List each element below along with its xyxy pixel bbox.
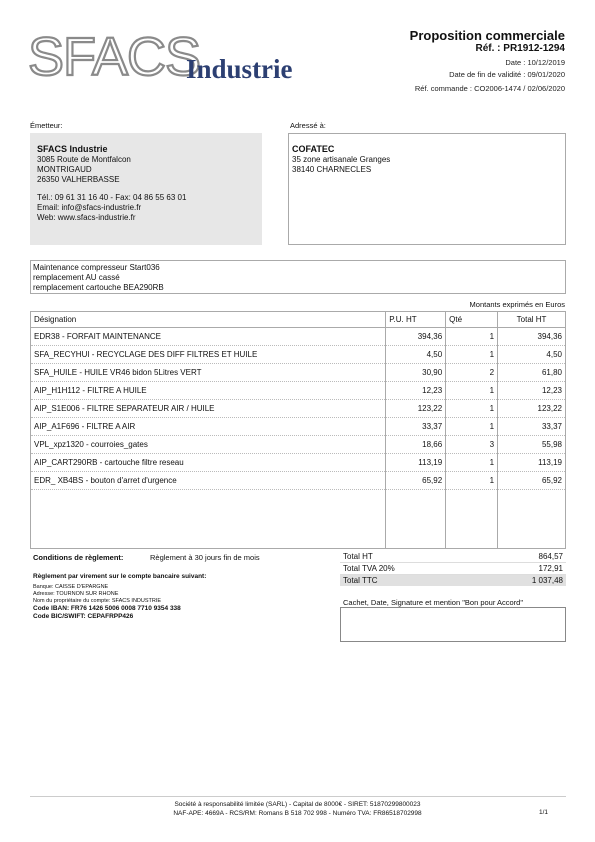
cell-quantity: 1 [446, 472, 498, 490]
col-total: Total HT [498, 312, 566, 328]
page-number: 1/1 [538, 809, 548, 816]
recipient-address-line: 35 zone artisanale Granges [292, 155, 391, 164]
cell-designation: AIP_A1F696 - FILTRE A AIR [31, 418, 386, 436]
payment-conditions-label: Conditions de règlement: [33, 553, 124, 562]
table-row [31, 454, 566, 472]
cell-designation: SFA_HUILE - HUILE VR46 bidon 5Litres VERT [31, 364, 386, 382]
bank-details [33, 584, 181, 621]
document-title: Proposition commerciale [409, 28, 565, 43]
emitter-box [30, 133, 262, 245]
table-row [31, 436, 566, 454]
document-date: Date : 10/12/2019 [505, 58, 565, 67]
cell-total: 33,37 [498, 418, 566, 436]
cell-unit-price: 12,23 [386, 382, 446, 400]
recipient-label: Adressé à: [290, 121, 326, 130]
cell-total: 123,22 [498, 400, 566, 418]
emitter-address-line: 3085 Route de Montfalcon [37, 155, 131, 164]
totals-block [340, 551, 566, 586]
cell-quantity: 1 [446, 328, 498, 346]
emitter-email: Email: info@sfacs-industrie.fr [37, 203, 142, 212]
cell-designation: EDR_ XB4BS - bouton d'arret d'urgence [31, 472, 386, 490]
cell-unit-price: 30,90 [386, 364, 446, 382]
bank-address: Adresse: TOURNON SUR RHONE [33, 591, 119, 597]
table-row [31, 418, 566, 436]
total-tva-value: 172,91 [538, 564, 563, 573]
recipient-name: COFATEC [292, 144, 335, 154]
logo-wordmark: SFACS [28, 27, 201, 87]
cell-quantity: 1 [446, 382, 498, 400]
emitter-address-line: MONTRIGAUD [37, 165, 92, 174]
bank-name: Banque: CAISSE D'EPARGNE [33, 584, 109, 590]
recipient-box [288, 133, 566, 245]
cell-designation: SFA_RECYHUI - RECYCLAGE DES DIFF FILTRES ET HUILE [31, 346, 386, 364]
table-row [31, 364, 566, 382]
cell-unit-price: 33,37 [386, 418, 446, 436]
footer-legal-line2: NAF-APE: 4669A - RCS/RM: Romans B 518 702 998 - Numéro TVA: FR86518702998 [173, 810, 422, 817]
cell-unit-price: 394,36 [386, 328, 446, 346]
cell-unit-price: 123,22 [386, 400, 446, 418]
cell-quantity: 1 [446, 418, 498, 436]
total-ttc-value: 1 037,48 [531, 576, 563, 585]
total-ht-label: Total HT [343, 552, 373, 561]
empty-cell [498, 490, 566, 549]
footer-divider [30, 796, 566, 797]
bank-owner: Nom du propriétaire du compte: SFACS INDUSTRIE [33, 598, 162, 604]
col-designation: Désignation [31, 312, 386, 328]
table-header-row [31, 312, 566, 328]
emitter-website: Web: www.sfacs-industrie.fr [37, 213, 136, 222]
cell-unit-price: 4,50 [386, 346, 446, 364]
document-reference: Réf. : PR1912-1294 [475, 43, 565, 54]
cell-designation: AIP_H1H112 - FILTRE A HUILE [31, 382, 386, 400]
cell-total: 4,50 [498, 346, 566, 364]
empty-cell [386, 490, 446, 549]
logo-subtitle: Industrie [186, 54, 293, 84]
cell-unit-price: 18,66 [386, 436, 446, 454]
table-row [31, 382, 566, 400]
total-tva-label: Total TVA 20% [343, 564, 395, 573]
table-filler-row [31, 490, 566, 549]
table-row [31, 472, 566, 490]
cell-unit-price: 113,19 [386, 454, 446, 472]
cell-total: 55,98 [498, 436, 566, 454]
bank-transfer-label: Règlement par virement sur le compte bancaire suivant: [33, 573, 207, 580]
emitter-label: Émetteur: [30, 121, 63, 130]
currency-note: Montants exprimés en Euros [469, 300, 565, 309]
cell-quantity: 1 [446, 400, 498, 418]
emitter-phone: Tél.: 09 61 31 16 40 - Fax: 04 86 55 63 01 [37, 193, 187, 202]
total-ht-value: 864,57 [538, 552, 563, 561]
empty-cell [31, 490, 386, 549]
table-row [31, 346, 566, 364]
table-row [31, 328, 566, 346]
bank-bic: Code BIC/SWIFT: CEPAFRPP426 [33, 613, 134, 620]
order-reference: Réf. commande : CO2006-1474 / 02/06/2020 [414, 84, 565, 93]
cell-quantity: 1 [446, 346, 498, 364]
cell-quantity: 1 [446, 454, 498, 472]
cell-designation: AIP_CART290RB - cartouche filtre reseau [31, 454, 386, 472]
bank-iban: Code IBAN: FR76 1426 5006 0008 7710 9354 338 [33, 605, 181, 612]
total-ht-row [340, 551, 566, 563]
object-box [30, 260, 566, 294]
signature-box[interactable] [340, 607, 566, 642]
cell-designation: EDR38 - FORFAIT MAINTENANCE [31, 328, 386, 346]
total-tva-row [340, 563, 566, 575]
cell-quantity: 2 [446, 364, 498, 382]
table-row [31, 400, 566, 418]
cell-total: 65,92 [498, 472, 566, 490]
total-ttc-row [340, 575, 566, 586]
emitter-name: SFACS Industrie [37, 144, 108, 154]
cell-total: 12,23 [498, 382, 566, 400]
empty-cell [446, 490, 498, 549]
validity-date: Date de fin de validité : 09/01/2020 [449, 70, 565, 79]
col-quantity: Qté [446, 312, 498, 328]
payment-conditions-value: Règlement à 30 jours fin de mois [150, 553, 260, 562]
cell-total: 394,36 [498, 328, 566, 346]
emitter-address-line: 26350 VALHERBASSE [37, 175, 120, 184]
object-line: remplacement cartouche BEA290RB [33, 283, 164, 292]
cell-designation: VPL_xpz1320 - courroies_gates [31, 436, 386, 454]
quote-lines-table [30, 311, 566, 549]
footer-legal-line1: Société à responsabilité limitée (SARL) - Capital de 8000€ - SIRET: 51870299800023 [174, 801, 421, 808]
total-ttc-label: Total TTC [343, 576, 378, 585]
object-line: remplacement AU cassé [33, 273, 120, 282]
cell-quantity: 3 [446, 436, 498, 454]
cell-total: 113,19 [498, 454, 566, 472]
cell-unit-price: 65,92 [386, 472, 446, 490]
object-line: Maintenance compresseur Start036 [33, 263, 160, 272]
recipient-address-line: 38140 CHARNECLES [292, 165, 372, 174]
signature-label: Cachet, Date, Signature et mention "Bon pour Accord" [343, 598, 524, 607]
company-logo [28, 28, 318, 98]
cell-designation: AIP_S1E006 - FILTRE SEPARATEUR AIR / HUILE [31, 400, 386, 418]
col-unit-price: P.U. HT [386, 312, 446, 328]
cell-total: 61,80 [498, 364, 566, 382]
